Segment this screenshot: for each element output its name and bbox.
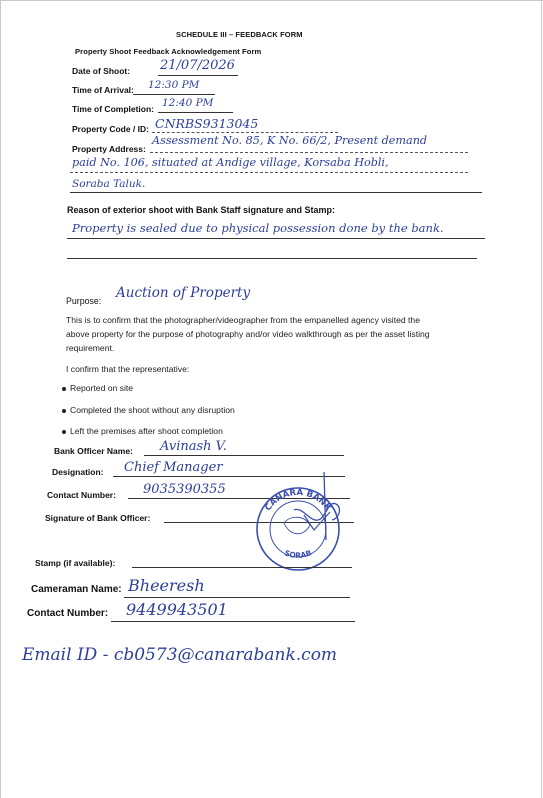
- cameraman-name-value: Bheeresh: [128, 576, 205, 595]
- page-right-edge: [541, 0, 542, 798]
- property-code-value: CNRBS9313045: [155, 116, 259, 131]
- officer-contact-label: Contact Number:: [47, 490, 116, 500]
- designation-value: Chief Manager: [124, 460, 223, 475]
- property-code-label: Property Code / ID:: [72, 124, 149, 134]
- bullet-item: [62, 426, 223, 436]
- bank-stamp-seal: [254, 485, 342, 573]
- confirm-intro: I confirm that the representative:: [66, 364, 190, 374]
- cameraman-contact-value: 9449943501: [126, 600, 228, 619]
- bullet-text-left: Left the premises after shoot completion: [70, 426, 223, 436]
- cameraman-name-label: Cameraman Name:: [31, 584, 122, 595]
- officer-name-underline: [144, 455, 344, 456]
- officer-name-value: Avinash V.: [160, 439, 227, 454]
- address-underline-1: [150, 152, 468, 153]
- bullet-item: [62, 405, 235, 415]
- reason-underline-1: [67, 238, 485, 239]
- designation-label: Designation:: [52, 467, 104, 477]
- property-code-underline: [152, 132, 338, 133]
- stamp-label: Stamp (if available):: [35, 558, 116, 568]
- statement-line-1: This is to confirm that the photographer/videographer from the empanelled agency visited the: [66, 315, 420, 325]
- statement-line-2: above property for the purpose of photography and/or video walkthrough as per the asset listing: [66, 329, 430, 339]
- bullet-dot-icon: [62, 409, 66, 413]
- address-underline-3: [70, 192, 482, 193]
- stamp-text-top: CANARA BANK: [263, 487, 333, 514]
- date-underline: [158, 75, 238, 76]
- officer-contact-value: 9035390355: [143, 482, 226, 497]
- bullet-dot-icon: [62, 387, 66, 391]
- cameraman-contact-label: Contact Number:: [27, 608, 109, 619]
- arrival-label: Time of Arrival:: [72, 85, 134, 95]
- stamp-text-bottom: SORAB: [283, 548, 313, 560]
- purpose-value: Auction of Property: [116, 285, 251, 301]
- page-top-edge: [0, 0, 543, 1]
- form-title: SCHEDULE III – FEEDBACK FORM: [176, 30, 303, 39]
- officer-name-label: Bank Officer Name:: [54, 446, 133, 456]
- reason-underline-2: [67, 258, 477, 259]
- completion-underline: [158, 112, 233, 113]
- statement-line-3: requirement.: [66, 343, 115, 353]
- bullet-dot-icon: [62, 430, 66, 434]
- cameraman-contact-underline: [111, 621, 355, 622]
- reason-value: Property is sealed due to physical possession done by the bank.: [72, 221, 444, 235]
- date-value: 21/07/2026: [160, 58, 235, 73]
- purpose-label: Purpose:: [66, 296, 102, 306]
- officer-signature-label: Signature of Bank Officer:: [45, 513, 151, 523]
- arrival-underline: [133, 94, 215, 95]
- stamp-underline: [132, 567, 352, 568]
- page-left-edge: [0, 0, 1, 798]
- date-label: Date of Shoot:: [72, 66, 131, 76]
- cameraman-name-underline: [124, 597, 350, 598]
- completion-value: 12:40 PM: [162, 97, 214, 109]
- bullet-text-reported: Reported on site: [70, 383, 134, 393]
- bullet-item: [62, 383, 133, 393]
- address-line-3: Soraba Taluk.: [72, 178, 146, 190]
- address-label: Property Address:: [72, 144, 146, 154]
- address-underline-2: [70, 172, 468, 173]
- svg-text:SORAB: [283, 548, 313, 560]
- form-subtitle: Property Shoot Feedback Acknowledgement Form: [75, 47, 262, 56]
- reason-label: Reason of exterior shoot with Bank Staff signature and Stamp:: [67, 205, 336, 215]
- completion-label: Time of Completion:: [72, 104, 155, 114]
- address-line-2: paid No. 106, situated at Andige village, Korsaba Hobli,: [72, 156, 389, 169]
- handwritten-email-note: Email ID - cb0573@canarabank.com: [22, 645, 338, 665]
- arrival-value: 12:30 PM: [148, 79, 200, 91]
- address-line-1: Assessment No. 85, K No. 66/2, Present demand: [152, 134, 428, 147]
- bullet-text-completed: Completed the shoot without any disruption: [70, 405, 235, 415]
